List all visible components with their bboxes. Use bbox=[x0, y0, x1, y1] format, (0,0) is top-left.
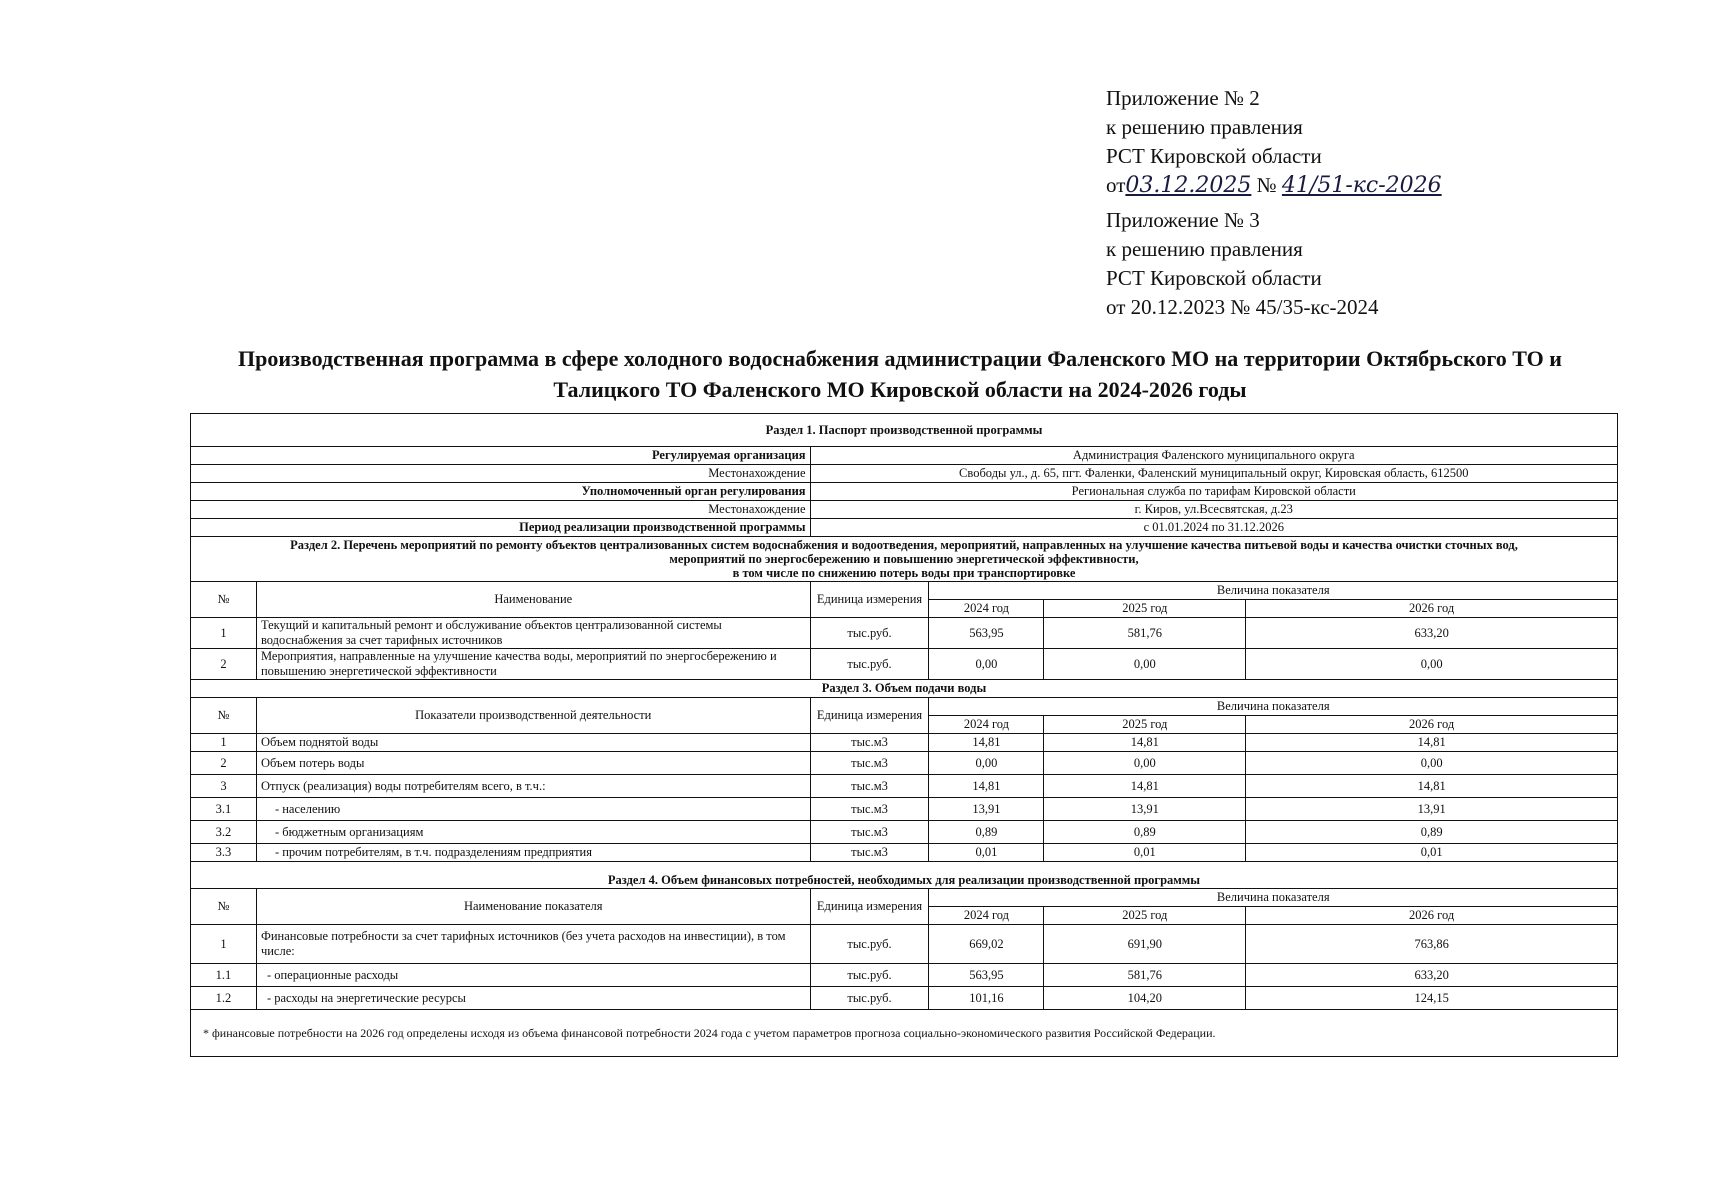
passport-label: Местонахождение bbox=[191, 501, 811, 519]
cell-2024: 0,00 bbox=[929, 649, 1044, 680]
annex-2-num-sign: № bbox=[1256, 173, 1277, 197]
section-4-title: Раздел 4. Объем финансовых потребностей, необходимых для реализации производственной программы bbox=[191, 862, 1618, 889]
cell-2026: 13,91 bbox=[1246, 798, 1618, 821]
table-header-row bbox=[191, 889, 1618, 907]
cell-2024: 14,81 bbox=[929, 775, 1044, 798]
annex-2-authority: РСТ Кировской области bbox=[1106, 144, 1322, 168]
cell-name: Объем поднятой воды bbox=[256, 734, 810, 752]
passport-row bbox=[191, 519, 1618, 537]
passport-row bbox=[191, 483, 1618, 501]
cell-no: 3 bbox=[191, 775, 257, 798]
cell-no: 3.3 bbox=[191, 844, 257, 862]
cell-name: Отпуск (реализация) воды потребителям всего, в т.ч.: bbox=[256, 775, 810, 798]
passport-label: Уполномоченный орган регулирования bbox=[191, 483, 811, 501]
passport-label: Период реализации производственной программы bbox=[191, 519, 811, 537]
col-header-2024: 2024 год bbox=[929, 600, 1044, 618]
cell-no: 2 bbox=[191, 752, 257, 775]
cell-name: - прочим потребителям, в т.ч. подразделениям предприятия bbox=[256, 844, 810, 862]
passport-value: г. Киров, ул.Всесвятская, д.23 bbox=[810, 501, 1617, 519]
annex-3-title: Приложение № 3 bbox=[1106, 208, 1260, 232]
col-header-2025: 2025 год bbox=[1044, 716, 1246, 734]
passport-value: Региональная служба по тарифам Кировской области bbox=[810, 483, 1617, 501]
col-header-2025: 2025 год bbox=[1044, 600, 1246, 618]
col-header-value: Величина показателя bbox=[929, 582, 1618, 600]
section-3-title: Раздел 3. Объем подачи воды bbox=[191, 680, 1618, 698]
col-header-2026: 2026 год bbox=[1246, 600, 1618, 618]
program-table bbox=[190, 413, 1618, 1057]
cell-2025: 0,00 bbox=[1044, 752, 1246, 775]
col-header-2024: 2024 год bbox=[929, 907, 1044, 925]
annex-2-from: от bbox=[1106, 173, 1126, 197]
passport-value: Свободы ул., д. 65, пгт. Фаленки, Фаленский муниципальный округ, Кировская область, 612500 bbox=[810, 465, 1617, 483]
cell-2024: 563,95 bbox=[929, 618, 1044, 649]
table-header-row bbox=[191, 582, 1618, 600]
cell-2025: 0,89 bbox=[1044, 821, 1246, 844]
cell-2026: 0,89 bbox=[1246, 821, 1618, 844]
col-header-no: № bbox=[191, 582, 257, 618]
table-header-row bbox=[191, 698, 1618, 716]
col-header-value: Величина показателя bbox=[929, 698, 1618, 716]
table-row bbox=[191, 844, 1618, 862]
passport-label: Местонахождение bbox=[191, 465, 811, 483]
passport-label: Регулируемая организация bbox=[191, 447, 811, 465]
cell-name: Мероприятия, направленные на улучшение качества воды, мероприятий по энергосбережению и повышению энергетической эффективности bbox=[256, 649, 810, 680]
annex-3-block bbox=[1106, 206, 1379, 322]
cell-name: Объем потерь воды bbox=[256, 752, 810, 775]
table-row bbox=[191, 987, 1618, 1010]
cell-unit: тыс.м3 bbox=[810, 798, 929, 821]
cell-2024: 669,02 bbox=[929, 925, 1044, 964]
cell-unit: тыс.руб. bbox=[810, 925, 929, 964]
table-row bbox=[191, 964, 1618, 987]
cell-no: 3.2 bbox=[191, 821, 257, 844]
cell-name: Текущий и капитальный ремонт и обслуживание объектов централизованной системы водоснабжения за счет тарифных источников bbox=[256, 618, 810, 649]
col-header-no: № bbox=[191, 698, 257, 734]
cell-2026: 763,86 bbox=[1246, 925, 1618, 964]
cell-2025: 581,76 bbox=[1044, 618, 1246, 649]
cell-2024: 0,00 bbox=[929, 752, 1044, 775]
cell-2026: 633,20 bbox=[1246, 964, 1618, 987]
section-2-header bbox=[191, 537, 1618, 582]
cell-2025: 581,76 bbox=[1044, 964, 1246, 987]
cell-no: 1 bbox=[191, 925, 257, 964]
cell-name: - бюджетным организациям bbox=[256, 821, 810, 844]
passport-row bbox=[191, 501, 1618, 519]
cell-unit: тыс.руб. bbox=[810, 618, 929, 649]
section-3-header bbox=[191, 680, 1618, 698]
cell-no: 3.1 bbox=[191, 798, 257, 821]
footnote: * финансовые потребности на 2026 год определены исходя из объема финансовой потребности 2024 года с учетом параметров прогноза социально-экономического развития Российской Федерации. bbox=[191, 1010, 1618, 1057]
cell-unit: тыс.м3 bbox=[810, 844, 929, 862]
footnote-row bbox=[191, 1010, 1618, 1057]
passport-value: с 01.01.2024 по 31.12.2026 bbox=[810, 519, 1617, 537]
title-line-1: Производственная программа в сфере холодного водоснабжения администрации Фаленского МО на территории Октябрьского ТО и bbox=[238, 346, 1562, 371]
handwritten-number: 41/51-кс-2026 bbox=[1281, 173, 1442, 198]
section-2-title-line-2: мероприятий по энергосбережению и повышению энергетической эффективности, bbox=[669, 552, 1139, 566]
cell-2025: 14,81 bbox=[1044, 775, 1246, 798]
cell-2024: 13,91 bbox=[929, 798, 1044, 821]
cell-2025: 691,90 bbox=[1044, 925, 1246, 964]
cell-2025: 0,01 bbox=[1044, 844, 1246, 862]
handwritten-date: 03.12.2025 bbox=[1125, 173, 1252, 198]
table-row bbox=[191, 618, 1618, 649]
cell-no: 1 bbox=[191, 618, 257, 649]
annex-2-date-line bbox=[1106, 171, 1442, 200]
cell-name: Финансовые потребности за счет тарифных источников (без учета расходов на инвестиции), в том числе: bbox=[256, 925, 810, 964]
cell-unit: тыс.руб. bbox=[810, 987, 929, 1010]
cell-no: 1.2 bbox=[191, 987, 257, 1010]
table-row bbox=[191, 649, 1618, 680]
table-row bbox=[191, 752, 1618, 775]
cell-name: - операционные расходы bbox=[256, 964, 810, 987]
table-row bbox=[191, 734, 1618, 752]
cell-unit: тыс.м3 bbox=[810, 734, 929, 752]
cell-unit: тыс.м3 bbox=[810, 775, 929, 798]
section-2-title-line-3: в том числе по снижению потерь воды при транспортировке bbox=[732, 566, 1076, 580]
col-header-no: № bbox=[191, 889, 257, 925]
col-header-2026: 2026 год bbox=[1246, 716, 1618, 734]
table-row bbox=[191, 775, 1618, 798]
col-header-unit: Единица измерения bbox=[810, 889, 929, 925]
cell-2024: 563,95 bbox=[929, 964, 1044, 987]
col-header-name: Показатели производственной деятельности bbox=[256, 698, 810, 734]
cell-2026: 0,00 bbox=[1246, 649, 1618, 680]
cell-2025: 0,00 bbox=[1044, 649, 1246, 680]
document-title bbox=[190, 343, 1610, 405]
passport-row bbox=[191, 447, 1618, 465]
cell-unit: тыс.руб. bbox=[810, 649, 929, 680]
col-header-value: Величина показателя bbox=[929, 889, 1618, 907]
cell-2025: 13,91 bbox=[1044, 798, 1246, 821]
cell-2026: 0,01 bbox=[1246, 844, 1618, 862]
annex-2-block bbox=[1106, 84, 1442, 200]
cell-2025: 104,20 bbox=[1044, 987, 1246, 1010]
cell-2025: 14,81 bbox=[1044, 734, 1246, 752]
cell-2026: 14,81 bbox=[1246, 734, 1618, 752]
section-2-title-line-1: Раздел 2. Перечень мероприятий по ремонту объектов централизованных систем водоснабжения и водоотведения, мероприятий, направленных на улучшение качества питьевой воды и качества очистки сточных вод, bbox=[290, 538, 1518, 552]
annex-3-authority: РСТ Кировской области bbox=[1106, 266, 1322, 290]
col-header-name: Наименование bbox=[256, 582, 810, 618]
annex-2-decision: к решению правления bbox=[1106, 115, 1303, 139]
section-1-title: Раздел 1. Паспорт производственной программы bbox=[191, 414, 1618, 447]
cell-2026: 14,81 bbox=[1246, 775, 1618, 798]
cell-name: - населению bbox=[256, 798, 810, 821]
cell-2024: 101,16 bbox=[929, 987, 1044, 1010]
annex-3-date: от 20.12.2023 № 45/35-кс-2024 bbox=[1106, 295, 1379, 319]
cell-name: - расходы на энергетические ресурсы bbox=[256, 987, 810, 1010]
cell-2026: 0,00 bbox=[1246, 752, 1618, 775]
table-row bbox=[191, 821, 1618, 844]
col-header-2024: 2024 год bbox=[929, 716, 1044, 734]
col-header-unit: Единица измерения bbox=[810, 582, 929, 618]
section-4-header bbox=[191, 862, 1618, 889]
cell-2024: 0,01 bbox=[929, 844, 1044, 862]
passport-value: Администрация Фаленского муниципального округа bbox=[810, 447, 1617, 465]
cell-2024: 14,81 bbox=[929, 734, 1044, 752]
title-line-2: Талицкого ТО Фаленского МО Кировской области на 2024-2026 годы bbox=[553, 377, 1247, 402]
col-header-unit: Единица измерения bbox=[810, 698, 929, 734]
cell-2024: 0,89 bbox=[929, 821, 1044, 844]
table-row bbox=[191, 925, 1618, 964]
col-header-2025: 2025 год bbox=[1044, 907, 1246, 925]
col-header-name: Наименование показателя bbox=[256, 889, 810, 925]
annex-2-title: Приложение № 2 bbox=[1106, 86, 1260, 110]
cell-no: 2 bbox=[191, 649, 257, 680]
passport-row bbox=[191, 465, 1618, 483]
section-2-title bbox=[191, 537, 1618, 582]
cell-no: 1.1 bbox=[191, 964, 257, 987]
cell-unit: тыс.м3 bbox=[810, 821, 929, 844]
cell-2026: 633,20 bbox=[1246, 618, 1618, 649]
cell-no: 1 bbox=[191, 734, 257, 752]
col-header-2026: 2026 год bbox=[1246, 907, 1618, 925]
annex-3-decision: к решению правления bbox=[1106, 237, 1303, 261]
cell-unit: тыс.руб. bbox=[810, 964, 929, 987]
cell-2026: 124,15 bbox=[1246, 987, 1618, 1010]
cell-unit: тыс.м3 bbox=[810, 752, 929, 775]
table-row bbox=[191, 798, 1618, 821]
section-1-header bbox=[191, 414, 1618, 447]
